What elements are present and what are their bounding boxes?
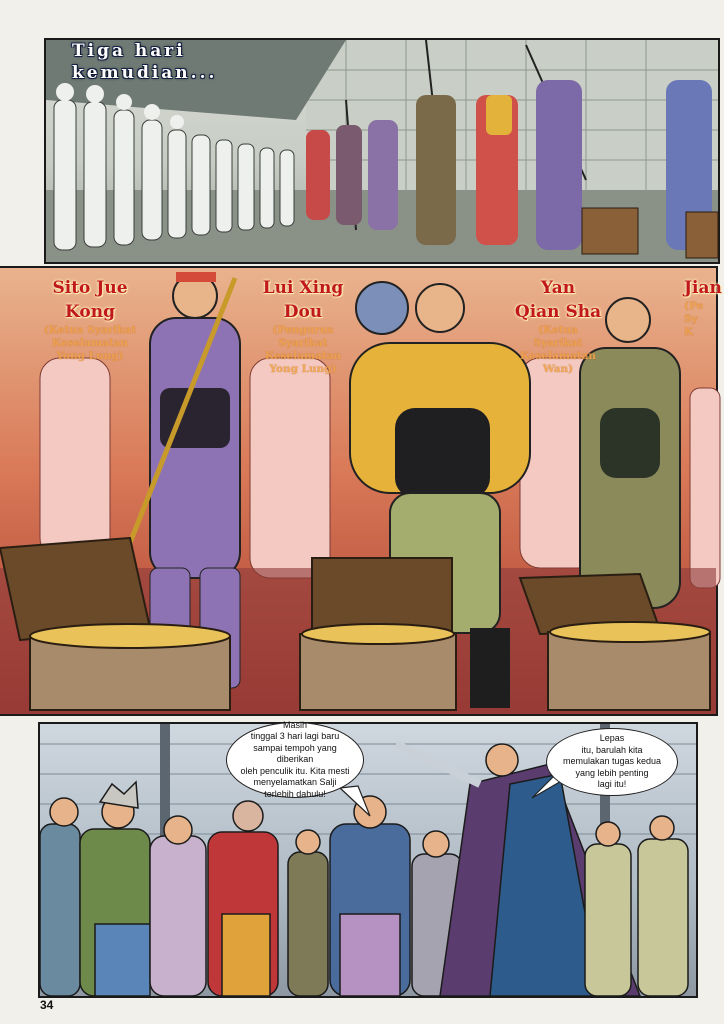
panel-group-scene (38, 719, 698, 998)
title-jian: (Pe Sy K (684, 300, 704, 338)
title-sito-jue-kong: (Ketua Syarikat Keselamatan Yong Lung) (43, 324, 137, 362)
time-caption (72, 40, 217, 84)
name-sito-jue-kong: Sito Jue Kong (52, 278, 128, 322)
label-lui-xing-dou (248, 276, 358, 376)
title-lui-xing-dou: (Pengurus Syarikat Keselamatan Yong Lung) (264, 324, 342, 375)
label-jian (684, 276, 722, 339)
panel-leaders (0, 266, 722, 716)
name-jian: Jian (684, 278, 722, 298)
page-number: 34 (40, 998, 54, 1012)
name-lui-xing-dou: Lui Xing Dou (262, 278, 344, 322)
speech-bubble-right (546, 728, 678, 796)
panel-courtyard (44, 38, 720, 264)
speech-text-left: Masih tinggal 3 hari lagi baru sampai tempoh yang diberikan oleh penculik itu. Kita mesti menyelamatkan Salji terlebih dahulu! (240, 719, 350, 799)
label-sito-jue-kong (28, 276, 152, 363)
speech-text-right: Lepas itu, barulah kita memulakan tugas kedua yang lebih penting lagi itu! (562, 733, 662, 790)
name-yan-qian-sha: Yan Qian Sha (514, 278, 602, 322)
label-yan-qian-sha (500, 276, 616, 376)
caption-text: Tiga hari kemudian... (72, 41, 218, 83)
speech-bubble-left (226, 719, 364, 799)
title-yan-qian-sha: (Ketua Syarikat Keselamatan Wan) (519, 324, 597, 375)
